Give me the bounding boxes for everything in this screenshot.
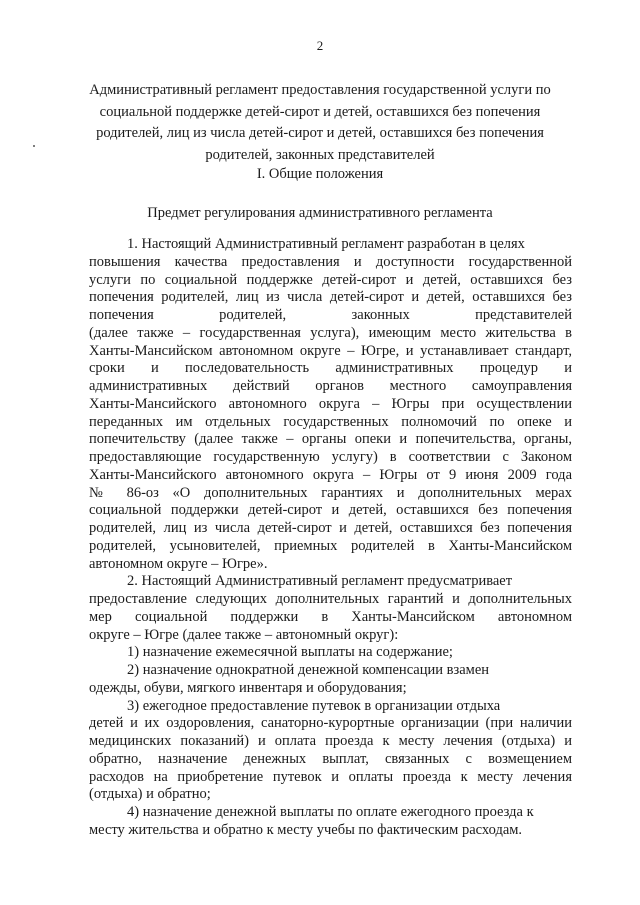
text-line: 3) ежегодное предоставление путевок в организации отдыха — [127, 697, 501, 714]
document-body — [89, 236, 572, 840]
scan-mark — [33, 145, 35, 147]
text-line: одежды, обуви, мягкого инвентаря и оборудования; — [89, 679, 407, 696]
text-line: месту жительства и обратно к месту учебы по фактическим расходам. — [89, 821, 523, 838]
page-number: 2 — [316, 38, 324, 53]
text-line: (далее также – государственная услуга), имеющим место жительства в — [89, 324, 572, 341]
text-line: родителей, лиц из числа детей-сирот и детей, оставшихся без попечения — [89, 520, 572, 536]
text-line: расходов на приобретение путевок и оплаты проезда к месту лечения — [89, 768, 572, 785]
text-line: социальной поддержки детей-сирот и детей, оставшихся без попечения — [89, 502, 572, 519]
text-line: обратно, назначение денежных выплат, связанных с возмещением — [89, 750, 572, 767]
text-line: переданных им отдельных государственных полномочий по опеке и — [89, 413, 572, 430]
text-line: Ханты-Мансийского автономного округа – Югры при осуществлении — [89, 395, 572, 412]
text-line: 4) назначение денежной выплаты по оплате ежегодного проезда к — [127, 804, 534, 820]
text-line: медицинских показаний) и оплата проезда к месту лечения (отдыха) и — [89, 733, 572, 749]
text-line: мер социальной поддержки в Ханты-Мансийском автономном — [89, 608, 572, 625]
text-line: детей и их оздоровления, санаторно-курортные организации (при наличии — [89, 715, 572, 732]
document-title: Административный регламент предоставления государственной услуги по социальной поддержке детей-сирот и детей, оставшихся без попечения родителей, лиц из числа детей-сирот и детей, оставшихся без попечения родителей, законных представителей — [89, 82, 551, 163]
text-line: 2) назначение однократной денежной компенсации взамен — [127, 662, 490, 678]
text-line: предоставляющие государственную услугу) в соответствии с Законом — [89, 449, 572, 465]
text-line: Ханты-Мансийском автономном округе – Югре, и устанавливает стандарт, — [89, 342, 572, 359]
text-line: попечительству (далее также – органы опеки и попечительства, органы, — [89, 431, 572, 448]
text-line: № 86-оз «О дополнительных гарантиях и дополнительных мерах — [89, 484, 572, 501]
text-line: Ханты-Мансийского автономного округа – Югры от 9 июня 2009 года — [89, 466, 572, 483]
text-line: услуги по социальной поддержке детей-сирот и детей, оставшихся без — [89, 271, 572, 288]
text-line: 1) назначение ежемесячной выплаты на содержание; — [127, 644, 453, 661]
text-line: (отдыха) и обратно; — [89, 786, 211, 803]
text-line: предоставление следующих дополнительных гарантий и дополнительных — [89, 591, 572, 607]
section-heading: I. Общие положения — [256, 166, 384, 182]
text-line: повышения качества предоставления и доступности государственной — [89, 253, 572, 270]
text-line: 2. Настоящий Административный регламент предусматривает — [127, 573, 513, 590]
text-line: сроки и последовательность административных процедур и — [89, 360, 572, 377]
text-line: административных действий органов местного самоуправления — [89, 378, 572, 394]
text-line: округе – Югре (далее также – автономный округ): — [89, 626, 399, 643]
text-line: родителей, усыновителей, приемных родителей в Ханты-Мансийском — [89, 537, 572, 554]
text-line: 1. Настоящий Административный регламент разработан в целях — [127, 236, 525, 252]
subsection-heading: Предмет регулирования административного регламента — [147, 205, 493, 221]
text-line: автономном округе – Югре». — [89, 555, 268, 572]
text-line: попечения родителей, лиц из числа детей-сирот и детей, оставшихся без — [89, 289, 572, 306]
text-line: попечения родителей, законных представителей — [89, 307, 572, 323]
